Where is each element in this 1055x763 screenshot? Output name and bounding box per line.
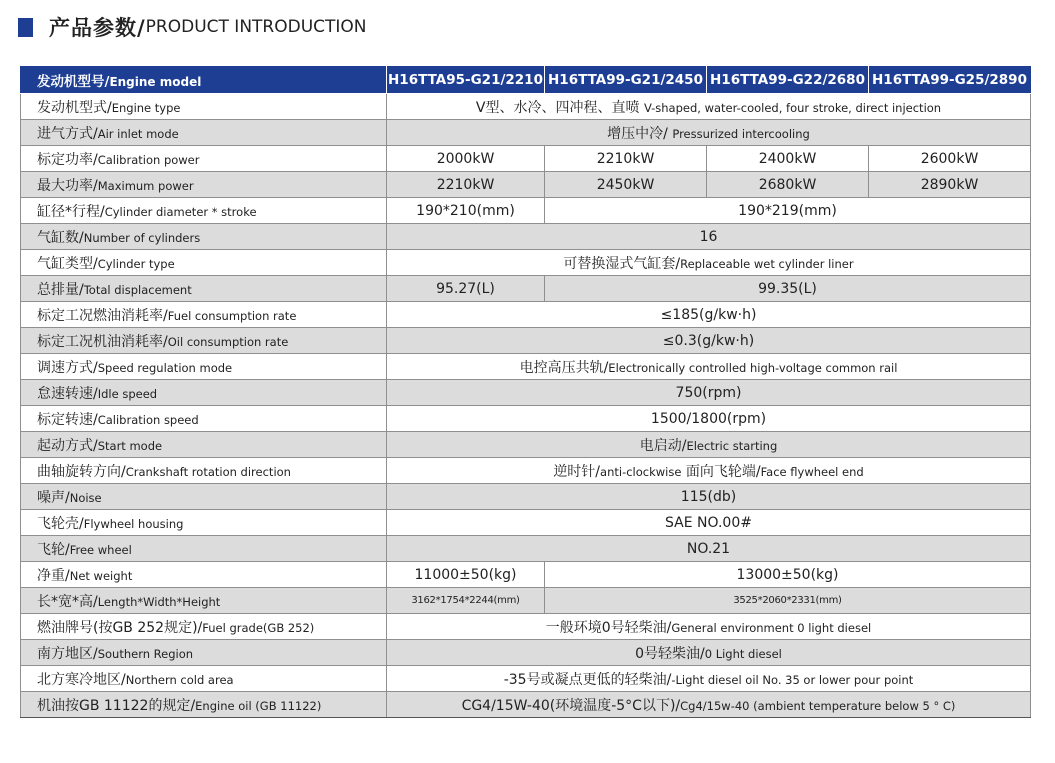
table-row [21,536,1031,562]
row-label: 飞轮壳/Flywheel housing [21,510,387,536]
table-row [21,302,1031,328]
row-label: 气缸数/Number of cylinders [21,224,387,250]
row-label: 缸径*行程/Cylinder diameter * stroke [21,198,387,224]
table-row [21,432,1031,458]
row-value: ≤185(g/kw·h) [387,302,1031,328]
model-header: H16TTA99-G22/2680 [707,67,869,94]
row-label: 燃油牌号(按GB 252规定)/Fuel grade(GB 252) [21,614,387,640]
row-value: NO.21 [387,536,1031,562]
row-label: 标定转速/Calibration speed [21,406,387,432]
table-row [21,198,1031,224]
table-row [21,328,1031,354]
section-heading [18,10,367,44]
row-value: 95.27(L) [387,276,545,302]
row-value: SAE NO.00# [387,510,1031,536]
row-value: 一般环境0号轻柴油/General environment 0 light diesel [387,614,1031,640]
row-value: 2890kW [869,172,1031,198]
table-row [21,692,1031,718]
row-label: 标定功率/Calibration power [21,146,387,172]
row-value: 16 [387,224,1031,250]
spec-table [20,66,1031,718]
row-value: 2000kW [387,146,545,172]
table-row [21,146,1031,172]
row-value: -35号或凝点更低的轻柴油/-Light diesel oil No. 35 or lower pour point [387,666,1031,692]
row-label: 标定工况燃油消耗率/Fuel consumption rate [21,302,387,328]
row-value: 1500/1800(rpm) [387,406,1031,432]
row-value: ≤0.3(g/kw·h) [387,328,1031,354]
row-value: 电启动/Electric starting [387,432,1031,458]
table-header-row [21,67,1031,94]
row-value: 逆时针/anti-clockwise 面向飞轮端/Face flywheel end [387,458,1031,484]
row-value: 13000±50(kg) [545,562,1031,588]
row-value: 190*210(mm) [387,198,545,224]
table-row [21,640,1031,666]
heading-title-zh: 产品参数/ [49,16,146,40]
row-value: 2400kW [707,146,869,172]
row-label: 飞轮/Free wheel [21,536,387,562]
row-label: 发动机型式/Engine type [21,94,387,120]
row-label: 总排量/Total displacement [21,276,387,302]
row-value: 115(db) [387,484,1031,510]
row-label: 噪声/Noise [21,484,387,510]
row-value: 190*219(mm) [545,198,1031,224]
table-row [21,666,1031,692]
row-value: 可替换湿式气缸套/Replaceable wet cylinder liner [387,250,1031,276]
row-value: 750(rpm) [387,380,1031,406]
row-label: 起动方式/Start mode [21,432,387,458]
table-row [21,380,1031,406]
table-row [21,172,1031,198]
row-label: 调速方式/Speed regulation mode [21,354,387,380]
model-header: H16TTA95-G21/2210 [387,67,545,94]
row-value: 增压中冷/ Pressurized intercooling [387,120,1031,146]
table-row [21,406,1031,432]
table-row [21,354,1031,380]
row-label: 曲轴旋转方向/Crankshaft rotation direction [21,458,387,484]
row-value: 11000±50(kg) [387,562,545,588]
row-value: 99.35(L) [545,276,1031,302]
row-label: 长*宽*高/Length*Width*Height [21,588,387,614]
row-value: 2210kW [387,172,545,198]
row-label: 标定工况机油消耗率/Oil consumption rate [21,328,387,354]
row-value: 2600kW [869,146,1031,172]
row-value: 2680kW [707,172,869,198]
row-label: 最大功率/Maximum power [21,172,387,198]
row-value: 0号轻柴油/0 Light diesel [387,640,1031,666]
row-label: 北方寒冷地区/Northern cold area [21,666,387,692]
row-value: 3525*2060*2331(mm) [545,588,1031,614]
model-header: H16TTA99-G21/2450 [545,67,707,94]
row-label: 南方地区/Southern Region [21,640,387,666]
table-row [21,588,1031,614]
row-value: V型、水冷、四冲程、直喷 V-shaped, water-cooled, four stroke, direct injection [387,94,1031,120]
row-value: 2450kW [545,172,707,198]
model-header: H16TTA99-G25/2890 [869,67,1031,94]
table-row [21,510,1031,536]
row-label: 气缸类型/Cylinder type [21,250,387,276]
table-row [21,250,1031,276]
table-row [21,614,1031,640]
row-label: 净重/Net weight [21,562,387,588]
row-label: 怠速转速/Idle speed [21,380,387,406]
row-value: 电控高压共轨/Electronically controlled high-voltage common rail [387,354,1031,380]
table-row [21,276,1031,302]
heading-title-en: PRODUCT INTRODUCTION [145,17,367,37]
row-label: 机油按GB 11122的规定/Engine oil (GB 11122) [21,692,387,718]
heading-square-icon [18,18,33,37]
table-row [21,224,1031,250]
row-value: 2210kW [545,146,707,172]
table-row [21,562,1031,588]
row-value: CG4/15W-40(环境温度-5°C以下)/Cg4/15w-40 (ambient temperature below 5 ° C) [387,692,1031,718]
table-row [21,120,1031,146]
header-label: 发动机型号/Engine model [21,67,387,94]
row-value: 3162*1754*2244(mm) [387,588,545,614]
table-row [21,458,1031,484]
table-row [21,94,1031,120]
row-label: 进气方式/Air inlet mode [21,120,387,146]
table-row [21,484,1031,510]
